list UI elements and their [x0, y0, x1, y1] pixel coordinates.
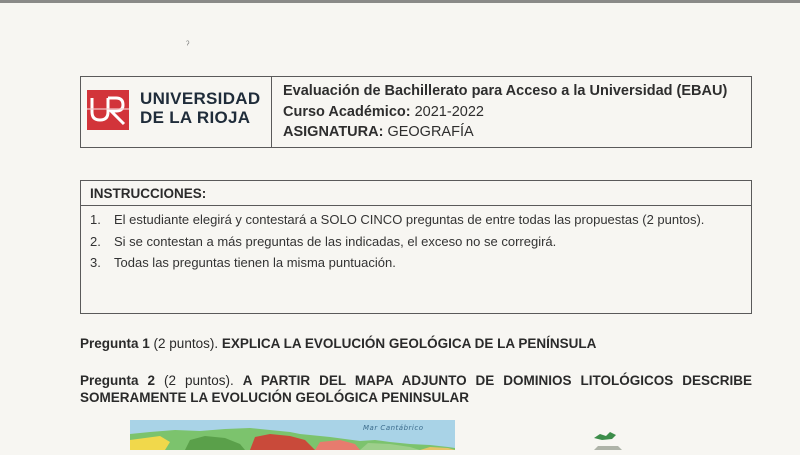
sea-label: Mar Cantábrico — [363, 424, 424, 432]
page-top-edge — [0, 0, 800, 3]
map-fragment — [588, 424, 628, 450]
instruction-item: 2. Si se contestan a más preguntas de las indicadas, el exceso no se corregirá. — [90, 233, 557, 249]
subject: ASIGNATURA: GEOGRAFÍA — [283, 124, 474, 140]
university-name — [140, 89, 260, 127]
exam-info — [283, 81, 727, 143]
question-2: Pregunta 2 (2 puntos). A PARTIR DEL MAPA ADJUNTO DE DOMINIOS LITOLÓGICOS DESCRIBE SOMERAMENTE LA EVOLUCIÓN GEOLÓGICA PENINSULAR — [80, 373, 752, 405]
lithology-map — [130, 420, 455, 450]
university-name-line2: DE LA RIOJA — [140, 108, 251, 127]
instruction-item: 3. Todas las preguntas tienen la misma puntuación. — [90, 255, 396, 270]
question-1: Pregunta 1 (2 puntos). EXPLICA LA EVOLUCIÓN GEOLÓGICA DE LA PENÍNSULA — [80, 336, 597, 351]
instructions-heading: INSTRUCCIONES: — [81, 181, 751, 206]
exam-title: Evaluación de Bachillerato para Acceso a la Universidad (EBAU) — [283, 83, 728, 99]
instruction-item: 1. El estudiante elegirá y contestará a SOLO CINCO preguntas de entre todas las propuestas (2 puntos). — [90, 212, 705, 227]
scan-speck: ˀ — [186, 40, 190, 51]
exam-header — [80, 76, 752, 148]
instructions-box — [80, 180, 752, 314]
instructions-list — [90, 209, 704, 274]
university-logo — [81, 77, 272, 147]
ur-logo-icon — [87, 90, 129, 130]
course-year: Curso Académico: 2021-2022 — [283, 103, 484, 120]
university-name-line1: UNIVERSIDAD — [140, 89, 261, 108]
